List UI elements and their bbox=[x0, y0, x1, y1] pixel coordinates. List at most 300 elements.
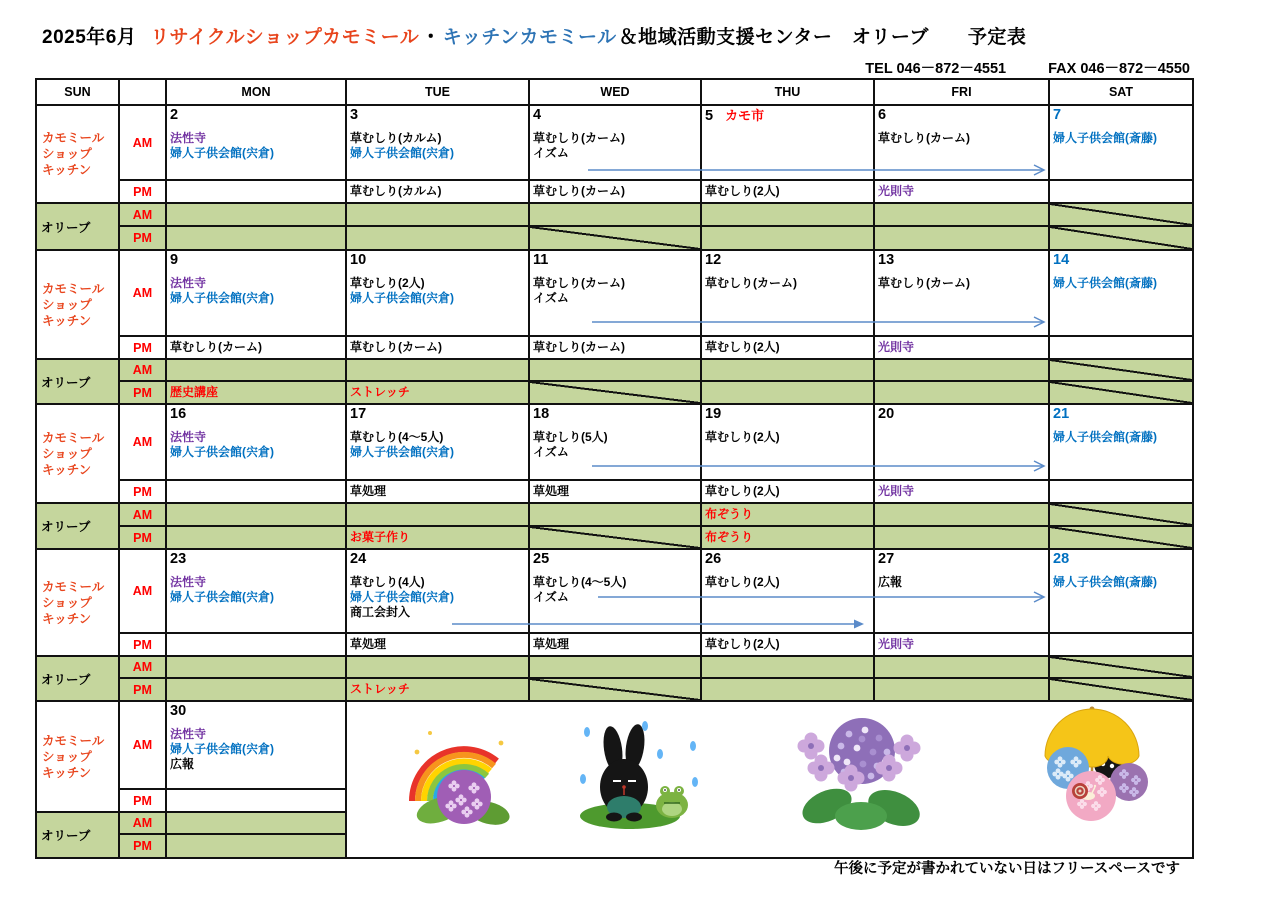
event-text: 草むしり(4～5人) bbox=[350, 430, 444, 444]
event-text: 婦人子供会館(宍倉) bbox=[170, 590, 274, 604]
pm-cell-fri bbox=[874, 336, 1049, 359]
title-shop-chamomile: リサイクルショップカモミール bbox=[150, 27, 420, 48]
pm-cell-sat bbox=[1049, 633, 1193, 656]
event-text: 光則寺 bbox=[878, 184, 915, 198]
am-label: AM bbox=[119, 503, 166, 526]
event-text: 草むしり(2人) bbox=[705, 340, 780, 354]
day-cell-wed bbox=[529, 404, 701, 480]
day-cell-sat bbox=[1049, 404, 1193, 480]
day-header-wed: WED bbox=[529, 79, 701, 105]
am-events bbox=[170, 430, 342, 460]
day-cell-wed bbox=[529, 250, 701, 336]
pm-cell-fri bbox=[874, 180, 1049, 203]
date-number: 26 bbox=[705, 551, 722, 567]
olive-am-cell-sat bbox=[1049, 203, 1193, 226]
olive-pm-cell-mon bbox=[166, 226, 346, 250]
am-events bbox=[170, 727, 342, 772]
date-number: 20 bbox=[878, 406, 895, 422]
olive-am-cell-mon bbox=[166, 656, 346, 678]
date-line bbox=[350, 406, 525, 423]
rabbit-umbrella-illustration bbox=[1045, 707, 1148, 822]
event-text: 婦人子供会館(宍倉) bbox=[170, 291, 274, 305]
event-text: 歴史講座 bbox=[170, 385, 219, 399]
olive-am-cell-mon bbox=[166, 359, 346, 381]
date-number: 13 bbox=[878, 252, 895, 268]
event-text: 草むしり(カーム) bbox=[878, 276, 970, 290]
date-number: 21 bbox=[1053, 406, 1070, 422]
olive-am-row bbox=[36, 203, 1193, 226]
am-events bbox=[705, 276, 870, 291]
tel-number: TEL 046－872－4551 bbox=[865, 61, 1007, 77]
pm-label: PM bbox=[119, 834, 166, 858]
am-events bbox=[878, 575, 1045, 590]
day-cell-sat bbox=[1049, 549, 1193, 633]
chamomile-pm-row bbox=[36, 180, 1193, 203]
pm-cell-fri bbox=[874, 633, 1049, 656]
date-number: 30 bbox=[170, 703, 187, 719]
day-header-sat: SAT bbox=[1049, 79, 1193, 105]
title-month: 2025年6月 bbox=[42, 27, 137, 48]
olive-am-cell-fri bbox=[874, 203, 1049, 226]
event-text: 草むしり(2人) bbox=[705, 484, 780, 498]
day-header-fri: FRI bbox=[874, 79, 1049, 105]
weekday-header-row bbox=[36, 79, 1193, 105]
day-cell-tue bbox=[346, 105, 529, 180]
pm-cell-wed bbox=[529, 633, 701, 656]
row-label-line: キッチン bbox=[42, 765, 92, 780]
day-cell-fri bbox=[874, 549, 1049, 633]
event-text: 婦人子供会館(宍倉) bbox=[170, 445, 274, 459]
olive-pm-cell-wed bbox=[529, 678, 701, 701]
olive-am-cell-tue bbox=[346, 656, 529, 678]
date-number: 24 bbox=[350, 551, 367, 567]
row-label-line: ショップ bbox=[42, 147, 92, 161]
olive-pm-cell-tue bbox=[346, 226, 529, 250]
olive-am-cell-sat bbox=[1049, 503, 1193, 526]
day-cell-thu bbox=[701, 549, 874, 633]
row-label-line: カモミール bbox=[42, 430, 105, 445]
olive-am-row bbox=[36, 359, 1193, 381]
date-number: 4 bbox=[533, 107, 542, 123]
olive-pm-cell-thu bbox=[701, 678, 874, 701]
pm-cell-tue bbox=[346, 336, 529, 359]
olive-am-row bbox=[36, 656, 1193, 678]
olive-am-cell-wed bbox=[529, 656, 701, 678]
row-label-line: キッチン bbox=[42, 611, 92, 626]
date-number: 25 bbox=[533, 551, 550, 567]
date-line bbox=[350, 252, 525, 269]
day-header-tue: TUE bbox=[346, 79, 529, 105]
olive-am-cell-mon bbox=[166, 203, 346, 226]
am-label: AM bbox=[119, 812, 166, 834]
date-line bbox=[705, 406, 870, 423]
day-cell-fri bbox=[874, 404, 1049, 480]
event-text: 広報 bbox=[878, 575, 903, 589]
pm-cell-sat bbox=[1049, 480, 1193, 503]
am-events bbox=[533, 276, 697, 306]
olive-pm-row bbox=[36, 526, 1193, 549]
olive-pm-cell-wed bbox=[529, 526, 701, 549]
olive-pm-cell-thu bbox=[701, 526, 874, 549]
event-text: 婦人子供会館(宍倉) bbox=[170, 742, 274, 756]
row-label-line: ショップ bbox=[42, 446, 92, 461]
date-line bbox=[878, 551, 1045, 568]
event-text: 法性寺 bbox=[170, 575, 207, 589]
pm-cell-sat bbox=[1049, 336, 1193, 359]
event-text: 草むしり(カーム) bbox=[533, 340, 625, 354]
chamomile-am-row bbox=[36, 549, 1193, 633]
chamomile-am-row bbox=[36, 250, 1193, 336]
event-text: ストレッチ bbox=[350, 682, 410, 696]
title-kitchen-chamomile: キッチンカモミール bbox=[442, 27, 617, 48]
date-line bbox=[533, 107, 697, 124]
row-label-chamomile bbox=[36, 250, 119, 359]
am-events bbox=[1053, 131, 1189, 146]
olive-am-cell-mon bbox=[166, 503, 346, 526]
am-events bbox=[1053, 575, 1189, 590]
date-number: 10 bbox=[350, 252, 367, 268]
event-text: 草処理 bbox=[350, 637, 387, 651]
event-text: ストレッチ bbox=[350, 385, 410, 399]
am-label: AM bbox=[119, 656, 166, 678]
date-line bbox=[878, 406, 1045, 423]
chamomile-am-row bbox=[36, 701, 1193, 789]
date-line bbox=[170, 703, 342, 720]
date-number: 11 bbox=[533, 252, 549, 268]
row-label-chamomile bbox=[36, 549, 119, 656]
olive-pm-cell-fri bbox=[874, 381, 1049, 404]
am-events bbox=[170, 575, 342, 605]
pm-cell-thu bbox=[701, 633, 874, 656]
olive-am-cell-wed bbox=[529, 359, 701, 381]
olive-pm-cell-tue bbox=[346, 526, 529, 549]
row-label-chamomile bbox=[36, 701, 119, 812]
event-text: お菓子作り bbox=[350, 530, 411, 544]
row-label-line: キッチン bbox=[42, 163, 92, 177]
olive-pm-cell-sat bbox=[1049, 381, 1193, 404]
olive-pm-cell-tue bbox=[346, 678, 529, 701]
row-label-line: カモミール bbox=[42, 281, 105, 296]
olive-pm-cell-tue bbox=[346, 381, 529, 404]
olive-am-cell-wed bbox=[529, 203, 701, 226]
pm-label: PM bbox=[119, 381, 166, 404]
chamomile-pm-row bbox=[36, 336, 1193, 359]
event-text: 婦人子供会館(宍倉) bbox=[350, 445, 454, 459]
day-cell-thu bbox=[701, 105, 874, 180]
day-cell-sat bbox=[1049, 250, 1193, 336]
date-line bbox=[878, 107, 1045, 124]
event-text: 草むしり(4～5人) bbox=[533, 575, 627, 589]
am-label: AM bbox=[119, 701, 166, 789]
olive-pm-cell-fri bbox=[874, 226, 1049, 250]
row-label-line: カモミール bbox=[42, 579, 105, 594]
date-note: カモ市 bbox=[725, 108, 765, 123]
date-line bbox=[878, 252, 1045, 269]
day-cell-wed bbox=[529, 105, 701, 180]
event-text: 光則寺 bbox=[878, 484, 915, 498]
am-events bbox=[705, 575, 870, 590]
pm-cell-thu bbox=[701, 480, 874, 503]
date-line bbox=[170, 406, 342, 423]
date-number: 27 bbox=[878, 551, 895, 567]
pm-cell-sat bbox=[1049, 180, 1193, 203]
event-text: 草むしり(カーム) bbox=[533, 131, 625, 145]
olive-pm-cell-thu bbox=[701, 226, 874, 250]
event-text: 草むしり(カーム) bbox=[170, 340, 262, 354]
event-text: 布ぞうり bbox=[705, 530, 754, 544]
row-label-line: ショップ bbox=[42, 595, 92, 610]
pm-label: PM bbox=[119, 480, 166, 503]
contact-info bbox=[865, 57, 1190, 78]
event-text: 草むしり(2人) bbox=[705, 430, 780, 444]
pm-cell-wed bbox=[529, 336, 701, 359]
fax-number: FAX 046－872－4550 bbox=[1048, 61, 1190, 77]
olive-pm-cell-sat bbox=[1049, 526, 1193, 549]
event-text: 婦人子供会館(斎藤) bbox=[1053, 575, 1157, 589]
date-line bbox=[1053, 252, 1189, 269]
pm-cell-thu bbox=[701, 336, 874, 359]
pm-cell-mon bbox=[166, 180, 346, 203]
olive-pm-row bbox=[36, 381, 1193, 404]
pm-cell-wed bbox=[529, 180, 701, 203]
date-number: 28 bbox=[1053, 551, 1070, 567]
am-label: AM bbox=[119, 250, 166, 336]
date-number: 2 bbox=[170, 107, 179, 123]
date-number: 17 bbox=[350, 406, 367, 422]
am-label: AM bbox=[119, 105, 166, 180]
day-cell-thu bbox=[701, 404, 874, 480]
pm-label: PM bbox=[119, 336, 166, 359]
pm-cell-mon bbox=[166, 480, 346, 503]
day-header-thu: THU bbox=[701, 79, 874, 105]
event-text: 草むしり(2人) bbox=[705, 575, 780, 589]
am-events bbox=[878, 276, 1045, 291]
event-text: 婦人子供会館(宍倉) bbox=[350, 291, 454, 305]
event-text: 草むしり(カルム) bbox=[350, 131, 442, 145]
event-text: 法性寺 bbox=[170, 727, 207, 741]
event-text: 草処理 bbox=[533, 637, 570, 651]
date-number: 12 bbox=[705, 252, 722, 268]
day-cell-tue bbox=[346, 404, 529, 480]
rabbit-frog-rain-illustration bbox=[580, 721, 698, 829]
event-text: 商工会封入 bbox=[350, 605, 411, 619]
day-header-sun: SUN bbox=[36, 79, 119, 105]
date-line bbox=[533, 406, 697, 423]
event-text: 光則寺 bbox=[878, 340, 915, 354]
event-text: 広報 bbox=[170, 757, 195, 771]
date-line bbox=[170, 551, 342, 568]
date-number: 16 bbox=[170, 406, 187, 422]
date-line bbox=[705, 551, 870, 568]
date-number: 19 bbox=[705, 406, 722, 422]
date-line bbox=[350, 107, 525, 124]
olive-pm-cell-sat bbox=[1049, 678, 1193, 701]
am-label: AM bbox=[119, 549, 166, 633]
olive-pm-row bbox=[36, 678, 1193, 701]
date-number: 7 bbox=[1053, 107, 1062, 123]
pm-cell-mon bbox=[166, 336, 346, 359]
date-number: 14 bbox=[1053, 252, 1070, 268]
event-text: 法性寺 bbox=[170, 131, 207, 145]
am-events bbox=[350, 575, 525, 620]
am-events bbox=[533, 575, 697, 605]
pm-label: PM bbox=[119, 789, 166, 812]
olive-am-cell-fri bbox=[874, 656, 1049, 678]
olive-pm-row bbox=[36, 226, 1193, 250]
rainbow-hydrangea-illustration bbox=[412, 731, 512, 829]
pm-cell-mon bbox=[166, 633, 346, 656]
event-text: 草むしり(2人) bbox=[705, 184, 780, 198]
am-events bbox=[878, 131, 1045, 146]
olive-am-cell-wed bbox=[529, 503, 701, 526]
pm-cell-fri bbox=[874, 480, 1049, 503]
row-label-line: カモミール bbox=[42, 733, 105, 748]
event-text: 光則寺 bbox=[878, 637, 915, 651]
day-cell-mon bbox=[166, 549, 346, 633]
pm-cell-tue bbox=[346, 180, 529, 203]
olive-am-cell-tue bbox=[346, 359, 529, 381]
day-cell-thu bbox=[701, 250, 874, 336]
olive-pm-cell-mon bbox=[166, 678, 346, 701]
hydrangea-flowers-illustration bbox=[797, 718, 925, 833]
row-label-line: ショップ bbox=[42, 749, 92, 764]
am-events bbox=[533, 430, 697, 460]
event-text: 婦人子供会館(宍倉) bbox=[350, 146, 454, 160]
chamomile-pm-row bbox=[36, 633, 1193, 656]
event-text: 草むしり(2人) bbox=[705, 637, 780, 651]
date-number: 5 bbox=[705, 108, 714, 124]
date-line bbox=[1053, 107, 1189, 124]
olive-am-cell-sat bbox=[1049, 359, 1193, 381]
event-text: 草処理 bbox=[533, 484, 570, 498]
page-title bbox=[42, 22, 1028, 49]
event-text: 婦人子供会館(宍倉) bbox=[170, 146, 274, 160]
event-text: 草むしり(2人) bbox=[350, 276, 425, 290]
date-number: 9 bbox=[170, 252, 179, 268]
row-label-chamomile bbox=[36, 404, 119, 503]
event-text: 草処理 bbox=[350, 484, 387, 498]
am-events bbox=[705, 430, 870, 445]
olive-pm-cell-fri bbox=[874, 678, 1049, 701]
am-events bbox=[170, 131, 342, 161]
event-text: 婦人子供会館(宍倉) bbox=[350, 590, 454, 604]
day-cell-wed bbox=[529, 549, 701, 633]
am-label: AM bbox=[119, 404, 166, 480]
schedule-table bbox=[35, 78, 1194, 859]
date-line bbox=[705, 252, 870, 269]
am-events bbox=[350, 276, 525, 306]
olive-am-row bbox=[36, 503, 1193, 526]
olive-pm-cell-mon bbox=[166, 834, 346, 858]
date-number: 23 bbox=[170, 551, 187, 567]
event-text: 法性寺 bbox=[170, 276, 207, 290]
event-text: 法性寺 bbox=[170, 430, 207, 444]
event-text: 草むしり(カーム) bbox=[350, 340, 442, 354]
day-cell-mon bbox=[166, 250, 346, 336]
olive-pm-cell-thu bbox=[701, 381, 874, 404]
row-label-olive: オリーブ bbox=[36, 203, 119, 250]
olive-am-cell-tue bbox=[346, 503, 529, 526]
olive-am-cell-thu bbox=[701, 503, 874, 526]
event-text: 草むしり(4人) bbox=[350, 575, 425, 589]
date-line bbox=[170, 107, 342, 124]
pm-cell-thu bbox=[701, 180, 874, 203]
row-label-line: キッチン bbox=[42, 313, 92, 328]
am-label: AM bbox=[119, 203, 166, 226]
date-number: 18 bbox=[533, 406, 550, 422]
pm-label: PM bbox=[119, 226, 166, 250]
olive-pm-cell-mon bbox=[166, 381, 346, 404]
date-line bbox=[1053, 551, 1189, 568]
am-events bbox=[350, 131, 525, 161]
olive-pm-cell-fri bbox=[874, 526, 1049, 549]
pm-cell-wed bbox=[529, 480, 701, 503]
am-label: AM bbox=[119, 359, 166, 381]
row-label-line: キッチン bbox=[42, 462, 92, 477]
date-line bbox=[350, 551, 525, 568]
event-text: 草むしり(5人) bbox=[533, 430, 608, 444]
date-line bbox=[170, 252, 342, 269]
day-cell-mon bbox=[166, 404, 346, 480]
event-text: 草むしり(カーム) bbox=[533, 184, 625, 198]
date-line bbox=[705, 107, 870, 125]
olive-am-cell-thu bbox=[701, 203, 874, 226]
event-text: イズム bbox=[533, 445, 569, 459]
row-label-line: カモミール bbox=[42, 131, 105, 145]
row-label-olive: オリーブ bbox=[36, 656, 119, 701]
olive-am-cell-fri bbox=[874, 359, 1049, 381]
olive-pm-cell-wed bbox=[529, 381, 701, 404]
pm-label: PM bbox=[119, 633, 166, 656]
pm-label: PM bbox=[119, 526, 166, 549]
olive-pm-cell-mon bbox=[166, 526, 346, 549]
am-events bbox=[1053, 276, 1189, 291]
ampm-header-spacer bbox=[119, 79, 166, 105]
olive-am-cell-thu bbox=[701, 656, 874, 678]
olive-am-cell-mon bbox=[166, 812, 346, 834]
row-label-olive: オリーブ bbox=[36, 359, 119, 404]
date-number: 3 bbox=[350, 107, 359, 123]
event-text: イズム bbox=[533, 146, 569, 160]
event-text: 婦人子供会館(斎藤) bbox=[1053, 276, 1157, 290]
olive-am-cell-sat bbox=[1049, 656, 1193, 678]
title-suffix: ＆地域活動支援センター オリーブ 予定表 bbox=[618, 27, 1027, 48]
day-header-mon: MON bbox=[166, 79, 346, 105]
date-line bbox=[533, 551, 697, 568]
am-events bbox=[350, 430, 525, 460]
day-cell-mon bbox=[166, 701, 346, 789]
seasonal-illustrations bbox=[347, 702, 1191, 852]
day-cell-sat bbox=[1049, 105, 1193, 180]
olive-pm-cell-sat bbox=[1049, 226, 1193, 250]
olive-am-cell-thu bbox=[701, 359, 874, 381]
pm-label: PM bbox=[119, 678, 166, 701]
day-cell-mon bbox=[166, 105, 346, 180]
chamomile-pm-row bbox=[36, 480, 1193, 503]
chamomile-am-row bbox=[36, 105, 1193, 180]
day-cell-fri bbox=[874, 250, 1049, 336]
event-text: イズム bbox=[533, 590, 569, 604]
event-text: 布ぞうり bbox=[705, 507, 754, 521]
illustrations-cell bbox=[346, 701, 1193, 858]
olive-am-cell-fri bbox=[874, 503, 1049, 526]
pm-cell-tue bbox=[346, 633, 529, 656]
day-cell-fri bbox=[874, 105, 1049, 180]
event-text: 草むしり(カーム) bbox=[533, 276, 625, 290]
chamomile-am-row bbox=[36, 404, 1193, 480]
footer-note: 午後に予定が書かれていない日はフリースペースです bbox=[834, 861, 1180, 877]
row-label-olive: オリーブ bbox=[36, 503, 119, 549]
